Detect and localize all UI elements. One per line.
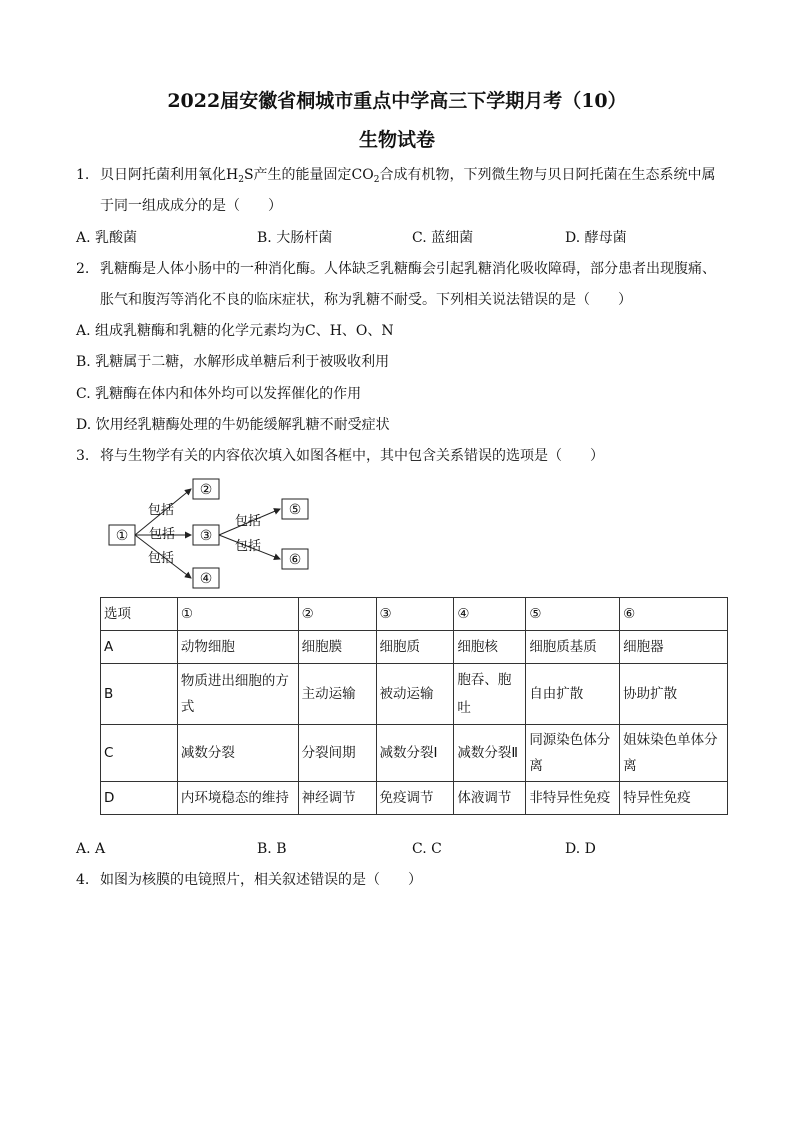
q3-option-c[interactable]: C. C [412,841,442,857]
table-cell: 细胞核 [454,631,526,664]
q2-option-b[interactable]: B. 乳糖属于二糖，水解形成单糖后利于被吸收利用 [76,354,390,370]
table-header-cell: ② [298,598,376,631]
table-cell: 细胞膜 [298,631,376,664]
exam-subtitle: 生物试卷 [358,129,435,151]
diagram-node-1: ① [115,528,129,544]
table-cell: 内环境稳态的维持 [177,782,298,815]
q1-option-c[interactable]: C. 蓝细菌 [412,230,474,246]
table-cell: A [101,631,178,664]
q4-number: 4. [76,872,90,888]
table-cell: 减数分裂 [177,725,298,782]
q1-line1: 1. 贝日阿托菌利用氧化$H_2S$产生的能量固定$CO_2$合成有机物，下列微生物与贝日阿托菌在生态系统中属 [76,167,716,185]
table-cell: 动物细胞 [177,631,298,664]
table-header-cell: 选项 [101,598,178,631]
table-cell: D [101,782,178,815]
table-cell: 同源染色体分离 [526,725,620,782]
table-row [101,631,728,664]
table-cell: B [101,664,178,725]
q4-line1: 4. 如图为核膜的电镜照片，相关叙述错误的是（ ） [76,872,422,888]
table-cell: 被动运输 [376,664,454,725]
q2-option-a[interactable]: A. 组成乳糖酶和乳糖的化学元素均为C、H、O、N [76,323,394,339]
q1-option-b[interactable]: B. 大肠杆菌 [257,230,333,246]
table-row [101,725,728,782]
diagram-label-3-5: 包括 [235,514,262,529]
q1-number: 1. [76,167,90,183]
table-row [101,782,728,815]
q2-line2: 胀气和腹泻等消化不良的临床症状，称为乳糖不耐受。下列相关说法错误的是（ ） [100,292,632,308]
diagram-label-1-3: 包括 [149,527,176,542]
diagram-node-6: ⑥ [288,552,302,568]
q2-option-c[interactable]: C. 乳糖酶在体内和体外均可以发挥催化的作用 [76,386,362,402]
q3-option-a[interactable]: A. A [76,841,106,857]
table-cell: 减数分裂Ⅰ [376,725,454,782]
table-cell: 分裂间期 [298,725,376,782]
q3-option-d[interactable]: D. D [565,841,596,857]
table-cell: 自由扩散 [526,664,620,725]
q2-line1: 2. 乳糖酶是人体小肠中的一种消化酶。人体缺乏乳糖酶会引起乳糖消化吸收障碍，部分患者出现腹痛、 [76,261,716,277]
table-header-cell: ⑥ [620,598,728,631]
diagram-label-3-6: 包括 [235,539,262,554]
q1-option-a[interactable]: A. 乳酸菌 [76,230,138,246]
inclusion-diagram [104,474,324,594]
q2-option-d[interactable]: D. 饮用经乳糖酶处理的牛奶能缓解乳糖不耐受症状 [76,417,390,433]
table-header-cell: ④ [454,598,526,631]
table-cell: 物质进出细胞的方式 [177,664,298,725]
diagram-label-1-4: 包括 [148,551,175,566]
q3-option-b[interactable]: B. B [257,841,287,857]
exam-title: 2022届安徽省桐城市重点中学高三下学期月考（10） [167,90,627,112]
table-cell: 免疫调节 [376,782,454,815]
table-cell: 非特异性免疫 [526,782,620,815]
table-cell: 减数分裂Ⅱ [454,725,526,782]
table-header-cell: ① [177,598,298,631]
q1-line2: 于同一组成成分的是（ ） [100,198,282,214]
q1-option-d[interactable]: D. 酵母菌 [565,230,627,246]
table-cell: 细胞器 [620,631,728,664]
table-cell: 特异性免疫 [620,782,728,815]
table-header-cell: ⑤ [526,598,620,631]
diagram-node-4: ④ [199,571,213,587]
table-cell: C [101,725,178,782]
q2-number: 2. [76,261,90,277]
options-table [100,597,728,815]
table-cell: 主动运输 [298,664,376,725]
q3-number: 3. [76,448,90,464]
table-header-row [101,598,728,631]
q3-line1: 3. 将与生物学有关的内容依次填入如图各框中，其中包含关系错误的选项是（ ） [76,448,604,464]
table-cell: 细胞质基质 [526,631,620,664]
table-cell: 细胞质 [376,631,454,664]
table-header-cell: ③ [376,598,454,631]
diagram-node-5: ⑤ [288,502,302,518]
table-cell: 姐妹染色单体分离 [620,725,728,782]
table-cell: 协助扩散 [620,664,728,725]
diagram-node-3: ③ [199,528,213,544]
table-cell: 体液调节 [454,782,526,815]
table-cell: 胞吞、胞吐 [454,664,526,725]
diagram-node-2: ② [199,482,213,498]
diagram-label-1-2: 包括 [148,503,175,518]
table-row [101,664,728,725]
table-cell: 神经调节 [298,782,376,815]
